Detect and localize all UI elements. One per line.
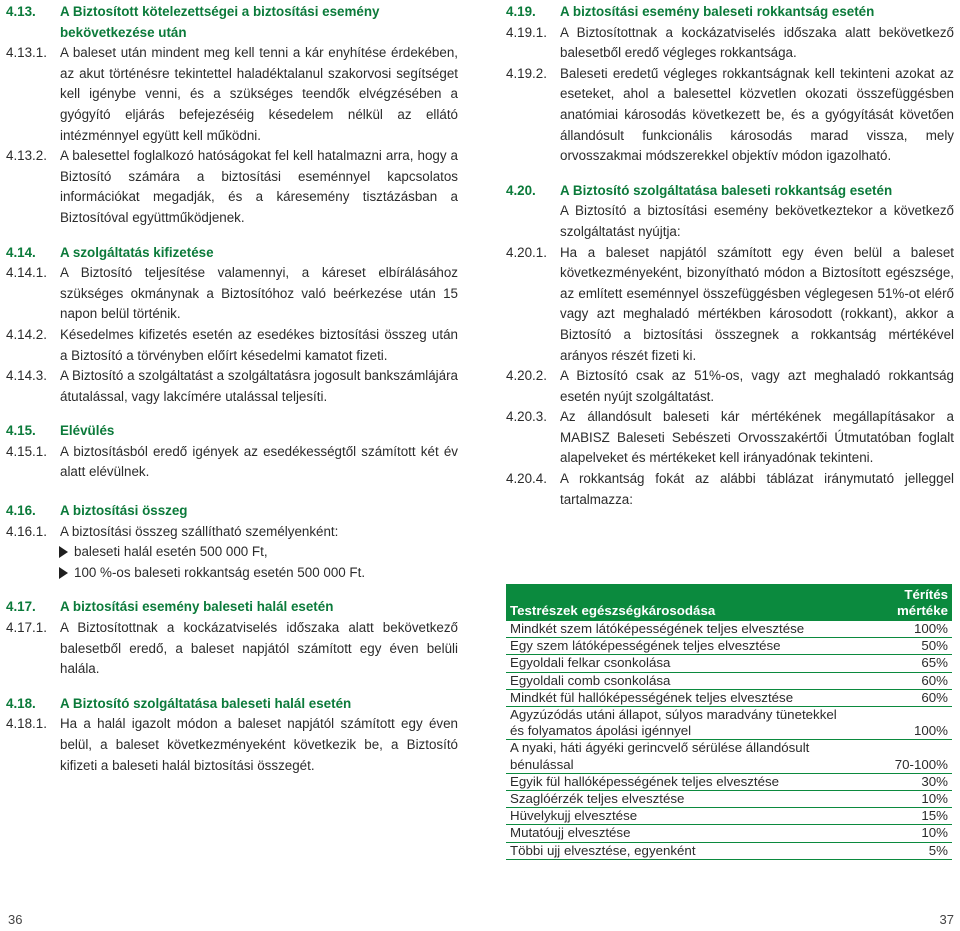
page-number-right: 37	[939, 912, 954, 927]
clause-text: A Biztosító csak az 51%-os, vagy azt meghaladó rokkantság esetén nyújt szolgáltatást.	[560, 368, 954, 404]
section-number: 4.15.	[6, 423, 36, 439]
body-part-cell: A nyaki, háti ágyéki gerincvelő sérülése állandósult bénulással	[506, 740, 854, 773]
rate-cell: 65%	[854, 655, 952, 672]
clause-number: 4.19.2.	[506, 65, 547, 81]
clause-text: Késedelmes kifizetés esetén az esedékes biztosítási összeg után a Biztosító a törvényben előírt késedelmi kamatot fizeti.	[60, 326, 458, 363]
table-row	[506, 791, 952, 808]
body-part-cell: Mindkét szem látóképességének teljes elvesztése	[506, 621, 854, 638]
section-title: A biztosítási összeg	[60, 503, 188, 519]
clause-number: 4.14.1.	[6, 265, 47, 281]
section-number: 4.16.	[6, 503, 36, 519]
clause	[506, 407, 954, 469]
section-heading	[506, 181, 954, 202]
table-row	[506, 707, 952, 740]
table-row	[506, 672, 952, 689]
bullet-text: baleseti halál esetén 500 000 Ft,	[74, 544, 268, 560]
clause-text: A biztosítási összeg szállítható személyenként:	[60, 523, 339, 539]
clause-text: Ha a baleset napjától számított egy éven belül a baleset következményeként, bizonyítható módon a Biztosított egészsége, az említett eseménnyel összefüggésben véglegesen 51%-ot elérő vagy azt meghaladó mértékben károsodott (rokkant), akkor a Biztosító a biztosítási összegnek a rokkantság mértékével arányos részét fizeti ki.	[560, 244, 954, 363]
rate-cell: 5%	[854, 842, 952, 859]
clause-intro	[506, 201, 954, 242]
section-title: Elévülés	[60, 423, 115, 439]
rate-cell: 60%	[854, 689, 952, 706]
disability-rate-table	[506, 584, 952, 860]
clause	[506, 469, 954, 510]
table-row	[506, 655, 952, 672]
table-row	[506, 740, 952, 773]
clause-text: Baleseti eredetű végleges rokkantságnak kell tekinteni azokat az eseteket, ahol a balesettel közvetlen okozati összefüggésben anatómiai károsodás következett be, és a gyógyítását követően állandósult funkcionális károsodás marad vissza, mely orvosszakmai módszerekkel objektív módon igazolható.	[560, 65, 954, 164]
table-row	[506, 689, 952, 706]
body-part-cell: Egyoldali felkar csonkolása	[506, 655, 854, 672]
body-part-cell: Mutatóujj elvesztése	[506, 825, 854, 842]
clause	[6, 263, 458, 325]
clause-text: Az állandósult baleseti kár mértékének megállapításakor a MABISZ Baleseti Sebészeti Orvosszakértői Útmutatóban foglalt alapelveket és mértékeket kell irányadónak tekinteni.	[560, 409, 954, 466]
clause	[6, 146, 458, 228]
clause-number: 4.14.3.	[6, 368, 47, 384]
section-number: 4.14.	[6, 244, 36, 260]
table-row	[506, 825, 952, 842]
bullet-text: 100 %-os baleseti rokkantság esetén 500 000 Ft.	[74, 564, 366, 580]
clause	[6, 325, 458, 366]
body-part-cell: Hüvelykujj elvesztése	[506, 808, 854, 825]
rate-cell: 70-100%	[854, 740, 952, 773]
bullet-item	[6, 542, 458, 563]
body-part-cell: Egy szem látóképességének teljes elvesztése	[506, 638, 854, 655]
section-title: A szolgáltatás kifizetése	[60, 244, 214, 260]
rate-cell: 10%	[854, 791, 952, 808]
clause-number: 4.18.1.	[6, 716, 47, 732]
rate-cell: 10%	[854, 825, 952, 842]
section-number: 4.17.	[6, 599, 36, 615]
clause-number: 4.16.1.	[6, 523, 47, 539]
column-header-rate: Térítés mértéke	[854, 584, 952, 621]
body-part-cell: Mindkét fül hallóképességének teljes elvesztése	[506, 689, 854, 706]
column-header-body-part: Testrészek egészségkárosodása	[506, 584, 854, 621]
table-row	[506, 773, 952, 790]
rate-cell: 60%	[854, 672, 952, 689]
left-column	[6, 2, 458, 776]
triangle-bullet-icon	[59, 567, 68, 579]
clause	[6, 43, 458, 146]
section-heading	[6, 421, 458, 442]
section-number: 4.13.	[6, 4, 36, 19]
section-heading	[6, 597, 458, 618]
section-number: 4.20.	[506, 182, 536, 198]
rate-cell: 100%	[854, 621, 952, 638]
table-row	[506, 621, 952, 638]
clause-number: 4.20.3.	[506, 409, 547, 425]
clause-text: A Biztosító teljesítése valamennyi, a káreset elbírálásához szükséges okmánynak a Biztosítóhoz való beérkezése után 15 napon belül történik.	[60, 265, 458, 322]
table-row	[506, 638, 952, 655]
clause-text: A balesettel foglalkozó hatóságokat fel kell hatalmazni arra, hogy a Biztosító számára a biztosítási eseménnyel kapcsolatos információkat megadják, és a káresemény tisztázásban a Biztosítóval együttműködjenek.	[60, 148, 458, 225]
clause-number: 4.19.1.	[506, 24, 547, 40]
section-number: 4.18.	[6, 695, 36, 711]
body-part-cell: Többi ujj elvesztése, egyenként	[506, 842, 854, 859]
section-title: A biztosítási esemény baleseti rokkantság esetén	[560, 4, 875, 19]
section-heading	[6, 694, 458, 715]
table-row	[506, 842, 952, 859]
body-part-cell: Agyzúzódás utáni állapot, súlyos maradvány tünetekkel és folyamatos ápolási igénnyel	[506, 707, 854, 740]
triangle-bullet-icon	[59, 546, 68, 558]
clause-number: 4.20.1.	[506, 244, 547, 260]
section-title: A Biztosított kötelezettségei a biztosítási esemény bekövetkezése után	[60, 4, 380, 40]
clause	[506, 243, 954, 367]
clause	[506, 64, 954, 167]
clause-number: 4.15.1.	[6, 443, 47, 459]
section-title: A Biztosító szolgáltatása baleseti rokkantság esetén	[560, 182, 893, 198]
rate-cell: 30%	[854, 773, 952, 790]
page-number-left: 36	[8, 912, 23, 927]
clause-number: 4.17.1.	[6, 620, 47, 636]
rate-cell: 100%	[854, 707, 952, 740]
section-title: A Biztosító szolgáltatása baleseti halál esetén	[60, 695, 352, 711]
clause-number: 4.13.1.	[6, 45, 47, 61]
body-part-cell: Egyik fül hallóképességének teljes elvesztése	[506, 773, 854, 790]
clause-text: A biztosításból eredő igények az esedékességtől számított két év alatt elévülnek.	[60, 443, 458, 480]
clause	[506, 366, 954, 407]
clause	[6, 366, 458, 407]
clause	[6, 714, 458, 776]
clause-number: 4.20.4.	[506, 471, 547, 487]
clause-text: Ha a halál igazolt módon a baleset napjától számított egy éven belül, a baleset következményeként következik be, a Biztosító kifizeti a baleseti halál biztosítási összegét.	[60, 716, 458, 773]
rate-cell: 15%	[854, 808, 952, 825]
section-heading	[506, 2, 954, 23]
section-title: A biztosítási esemény baleseti halál esetén	[60, 599, 334, 615]
body-part-cell: Egyoldali comb csonkolása	[506, 672, 854, 689]
clause	[6, 442, 458, 483]
clause-text: A baleset után mindent meg kell tenni a kár enyhítése érdekében, az akut történésre tekintettel haladéktalanul szakorvosi segítséget kell igénybe venni, és a szükséges teendők elvégzésében a gyógyító eljárás befejezéséig késedelem nélkül az ellátó intézménnyel együtt kell működni.	[60, 45, 458, 143]
clause	[6, 522, 458, 543]
clause-text: A Biztosítottnak a kockázatviselés időszaka alatt bekövetkező balesetből eredő, a baleset napjától számított egy éven belüli halála.	[60, 620, 458, 677]
bullet-item	[6, 563, 458, 584]
clause-text: A Biztosító a szolgáltatást a szolgáltatásra jogosult bankszámlájára átutalással, vagy lakcímére utalással teljesíti.	[60, 368, 458, 404]
table-header-row	[506, 584, 952, 621]
clause-text: A Biztosítottnak a kockázatviselés időszaka alatt bekövetkező balesetből eredő végleges rokkantsága.	[560, 24, 954, 61]
clause-number: 4.13.2.	[6, 148, 47, 164]
body-part-cell: Szaglóérzék teljes elvesztése	[506, 791, 854, 808]
clause	[6, 618, 458, 680]
clause-text: A Biztosító a biztosítási esemény bekövetkeztekor a következő szolgáltatást nyújtja:	[560, 203, 954, 239]
section-heading	[6, 2, 458, 43]
table-row	[506, 808, 952, 825]
clause-number: 4.14.2.	[6, 326, 47, 342]
clause-text: A rokkantság fokát az alábbi táblázat iránymutató jelleggel tartalmazza:	[560, 471, 954, 507]
clause-number: 4.20.2.	[506, 368, 547, 384]
section-heading	[6, 501, 458, 522]
section-number: 4.19.	[506, 4, 536, 19]
right-column	[506, 2, 954, 510]
section-heading	[6, 243, 458, 264]
rate-cell: 50%	[854, 638, 952, 655]
clause	[506, 23, 954, 64]
